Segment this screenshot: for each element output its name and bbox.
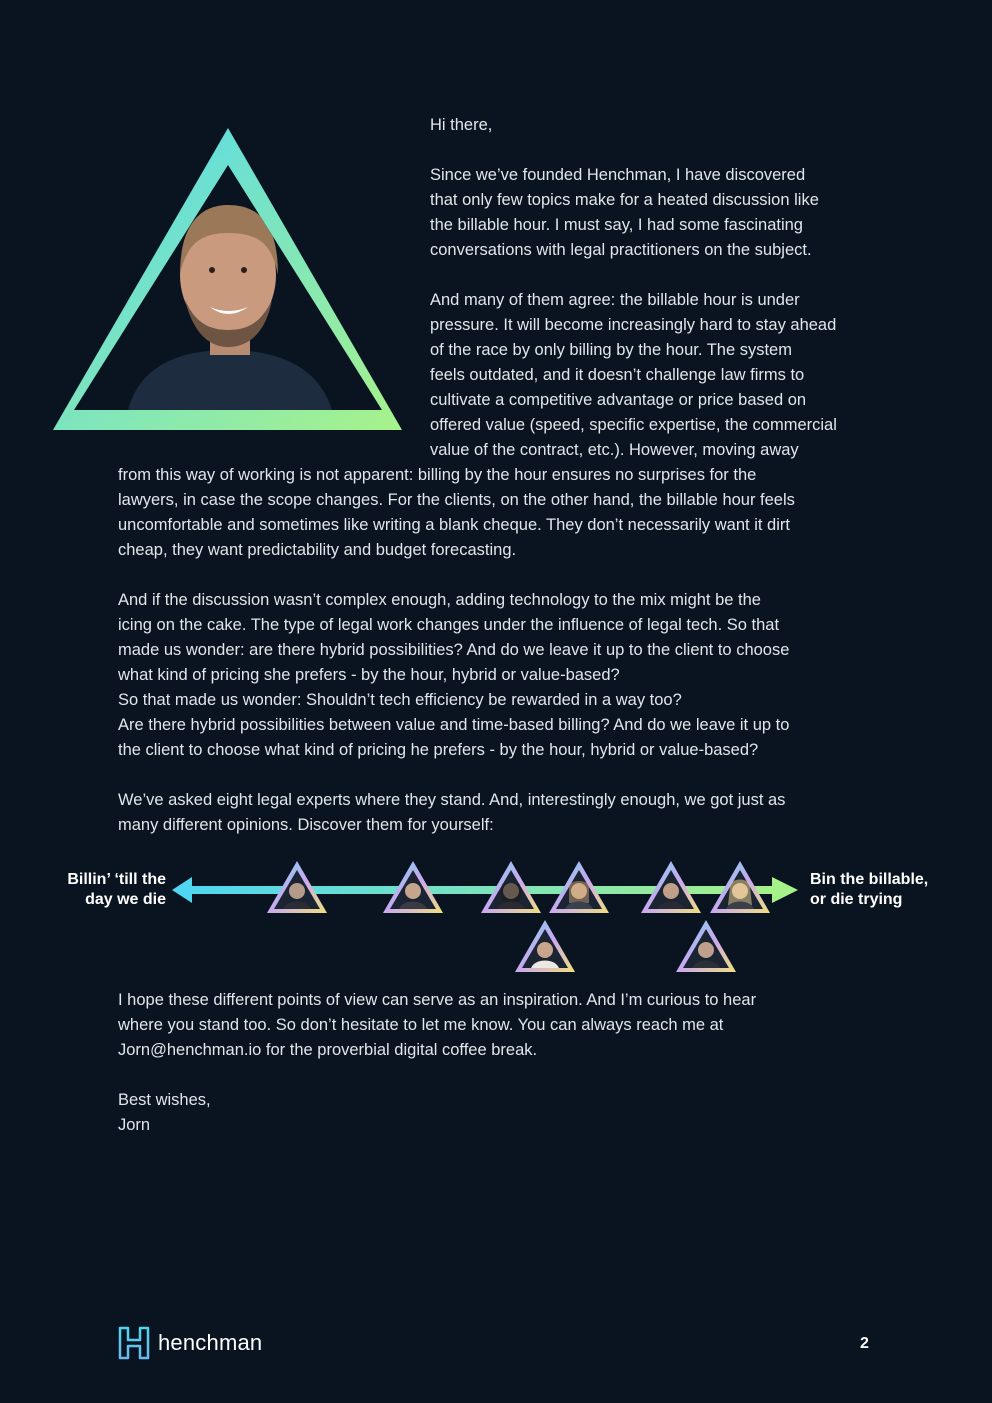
text-line: cultivate a competitive advantage or price based on (430, 391, 807, 409)
paragraph-technology (118, 588, 878, 763)
paragraph-pressure-cont (118, 463, 878, 563)
text-line: feels outdated, and it doesn’t challenge law firms to (430, 366, 805, 384)
author-portrait (50, 125, 406, 435)
scale-label-line: or die trying (810, 891, 903, 908)
text-line: And many of them agree: the billable hour is under (430, 291, 800, 309)
text-line: where you stand too. So don’t hesitate to let me know. You can always reach me at (118, 1016, 724, 1034)
text-line: pressure. It will become increasingly hard to stay ahead (430, 316, 837, 334)
text-line: offered value (speed, specific expertise, the commercial (430, 416, 837, 434)
text-line: uncomfortable and sometimes like writing a blank cheque. They don’t necessarily want it dirt (118, 516, 790, 534)
opinion-scale (0, 855, 992, 985)
author-name: Jorn (118, 1116, 151, 1134)
text-line: the billable hour. I must say, I had some fascinating (430, 216, 803, 234)
text-line: icing on the cake. The type of legal work changes under the influence of legal tech. So that (118, 616, 780, 634)
text-line: value of the contract, etc.). However, moving away (430, 441, 799, 459)
text-line: many different opinions. Discover them for yourself: (118, 816, 494, 834)
text-line: Jorn@henchman.io for the proverbial digital coffee break. (118, 1041, 538, 1059)
arrow-right-icon (772, 877, 798, 903)
greeting: Hi there, (430, 116, 493, 134)
scale-label-line: Billin’ ‘till the (67, 871, 166, 888)
paragraph-intro (430, 163, 880, 263)
text-line: We’ve asked eight legal experts where they stand. And, interestingly enough, we got just as (118, 791, 786, 809)
henchman-logo-icon (118, 1326, 150, 1360)
text-line: what kind of pricing she prefers - by the hour, hybrid or value-based? (118, 666, 620, 684)
text-line: So that made us wonder: Shouldn’t tech efficiency be rewarded in a way too? (118, 691, 682, 709)
paragraph-closing (118, 988, 878, 1063)
text-line: lawyers, in case the scope changes. For the clients, on the other hand, the billable hour feels (118, 491, 795, 509)
paragraph-experts (118, 788, 878, 838)
scale-label-line: Bin the billable, (810, 871, 929, 888)
paragraph-pressure (430, 288, 880, 463)
page-number: 2 (860, 1335, 869, 1352)
text-line: Since we’ve founded Henchman, I have discovered (430, 166, 806, 184)
brand-name: henchman (158, 1330, 263, 1355)
arrow-left-icon (172, 877, 192, 903)
text-line: And if the discussion wasn’t complex enough, adding technology to the mix might be the (118, 591, 761, 609)
signoff-line: Best wishes, (118, 1091, 211, 1109)
text-line: from this way of working is not apparent: billing by the hour ensures no surprises for the (118, 466, 757, 484)
expert-marker[interactable] (515, 920, 575, 972)
signoff (118, 1088, 878, 1138)
henchman-logo[interactable] (118, 1326, 262, 1360)
text-line: the client to choose what kind of pricing he prefers - by the hour, hybrid or value-based? (118, 741, 759, 759)
text-line: conversations with legal practitioners on the subject. (430, 241, 812, 259)
scale-label-line: day we die (85, 891, 166, 908)
text-line: cheap, they want predictability and budget forecasting. (118, 541, 517, 559)
text-line: of the race by only billing by the hour. The system (430, 341, 792, 359)
text-line: Are there hybrid possibilities between value and time-based billing? And do we leave it up to (118, 716, 790, 734)
text-line: that only few topics make for a heated discussion like (430, 191, 819, 209)
text-line: I hope these different points of view can serve as an inspiration. And I’m curious to hear (118, 991, 757, 1009)
text-line: made us wonder: are there hybrid possibilities? And do we leave it up to the client to choose (118, 641, 790, 659)
expert-marker[interactable] (676, 920, 736, 972)
